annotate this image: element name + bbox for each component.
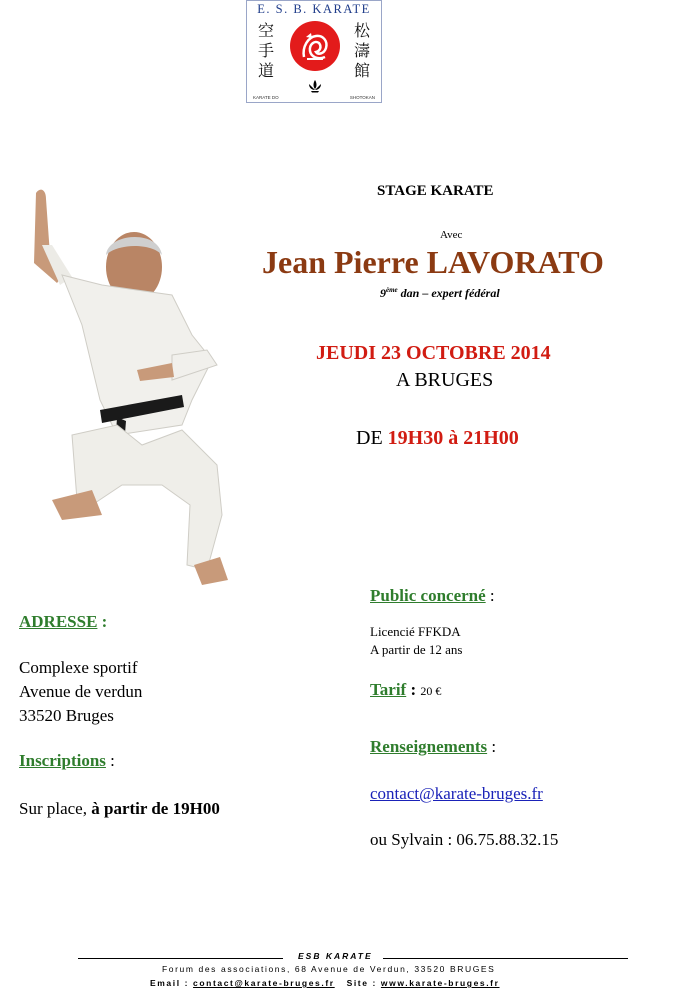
info-heading	[370, 737, 496, 757]
address-line-3: 33520 Bruges	[19, 706, 114, 725]
inscriptions-text-time: à partir de 19H00	[91, 799, 220, 818]
footer-contact	[150, 978, 500, 988]
hours-value: 19H30 à 21H00	[387, 427, 519, 449]
event-city: A BRUGES	[396, 369, 494, 391]
footer-divider-left	[78, 958, 283, 959]
address-heading-colon: :	[97, 612, 108, 631]
address-line-2: Avenue de verdun	[19, 682, 143, 701]
info-heading-label: Renseignements	[370, 737, 488, 756]
footer-org-name: ESB KARATE	[298, 951, 373, 961]
public-line-1: Licencié FFKDA	[370, 624, 461, 639]
public-line-2: A partir de 12 ans	[370, 642, 463, 657]
public-heading	[370, 586, 495, 606]
event-date: JEUDI 23 OCTOBRE 2014	[316, 342, 551, 364]
hours-prefix: DE	[356, 427, 388, 449]
inscriptions-heading-label: Inscriptions	[19, 751, 106, 770]
footer-divider-right	[383, 958, 628, 959]
footer-site-label: Site :	[334, 978, 381, 988]
price	[370, 680, 441, 700]
footer-email-link[interactable]: contact@karate-bruges.fr	[193, 978, 335, 988]
address-heading	[19, 612, 107, 632]
club-logo	[246, 0, 382, 103]
footer-site-link[interactable]: www.karate-bruges.fr	[380, 978, 500, 988]
address-heading-label: ADRESSE	[19, 612, 98, 631]
grade-rest: dan – expert fédéral	[397, 286, 500, 300]
event-hours	[356, 427, 519, 450]
logo-tiger-emblem-icon	[290, 21, 340, 71]
inscriptions-text	[19, 799, 220, 819]
price-label: Tarif	[370, 680, 407, 699]
footer-address: Forum des associations, 68 Avenue de Verdun, 33520 BRUGES	[162, 964, 496, 974]
grade-number: 9	[380, 286, 386, 300]
price-separator: :	[406, 680, 421, 699]
public-heading-colon: :	[485, 586, 495, 605]
contact-phone: ou Sylvain : 06.75.88.32.15	[370, 830, 559, 849]
logo-sub-right: SHOTOKAN	[349, 95, 375, 100]
info-heading-colon: :	[487, 737, 497, 756]
karateka-photo	[22, 185, 237, 595]
instructor-name: Jean Pierre LAVORATO	[262, 244, 604, 280]
logo-kanji-left: 空 手 道	[258, 21, 275, 80]
public-heading-label: Public concerné	[370, 586, 486, 605]
logo-sub-left: KARATE DO	[253, 95, 279, 100]
event-title: STAGE KARATE	[377, 183, 494, 199]
address-line-1: Complexe sportif	[19, 658, 138, 677]
lotus-icon	[307, 79, 323, 98]
inscriptions-heading-colon: :	[105, 751, 115, 770]
contact-email-link[interactable]: contact@karate-bruges.fr	[370, 784, 543, 803]
logo-club-name: E. S. B. KARATE	[257, 2, 371, 16]
instructor-grade	[380, 286, 500, 301]
inscriptions-heading	[19, 751, 115, 771]
logo-kanji-right: 松 濤 館	[353, 21, 370, 80]
grade-superscript: ème	[386, 286, 398, 294]
inscriptions-text-prefix: Sur place,	[19, 799, 92, 818]
price-value: 20 €	[420, 684, 442, 698]
footer-email-label: Email :	[150, 978, 194, 988]
with-label: Avec	[440, 229, 463, 241]
